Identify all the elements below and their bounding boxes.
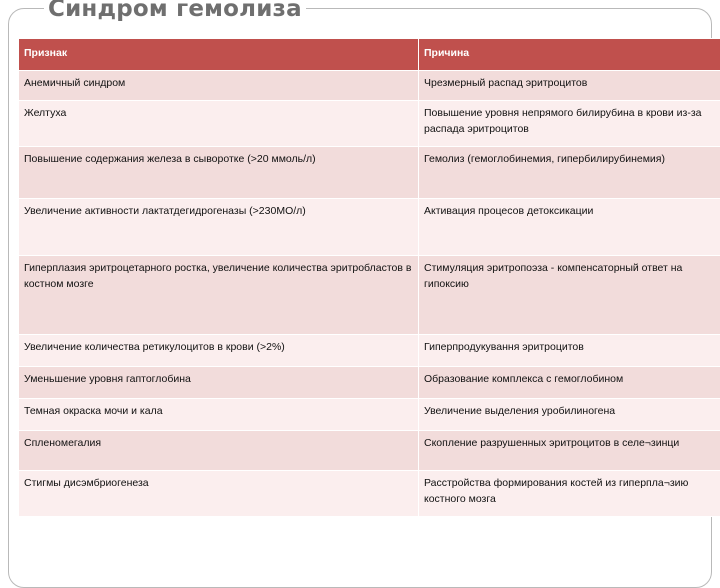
header-sign: Признак xyxy=(19,39,419,71)
table-header-row xyxy=(19,39,720,71)
cell-cause: Гиперпродукування эритроцитов xyxy=(419,335,720,367)
table-row xyxy=(19,335,720,367)
cell-cause: Повышение уровня непрямого билирубина в крови из-за распада эритроцитов xyxy=(419,101,720,147)
cell-cause: Расстройства формирования костей из гиперпла¬зию костного мозга xyxy=(419,471,720,517)
hemolysis-table xyxy=(18,38,720,517)
table-row xyxy=(19,101,720,147)
cell-cause: Образование комплекса с гемоглобином xyxy=(419,367,720,399)
cell-sign: Гиперплазия эритроцетарного ростка, увеличение количества эритробластов в костном мозге xyxy=(19,256,419,335)
table-row xyxy=(19,256,720,335)
cell-sign: Спленомегалия xyxy=(19,431,419,471)
cell-sign: Увеличение количества ретикулоцитов в крови (>2%) xyxy=(19,335,419,367)
cell-sign: Повышение содержания железа в сыворотке (>20 ммоль/л) xyxy=(19,147,419,199)
cell-sign: Темная окраска мочи и кала xyxy=(19,399,419,431)
cell-sign: Увеличение активности лактатдегидрогеназы (>230МО/л) xyxy=(19,199,419,256)
cell-cause: Увеличение выделения уробилиногена xyxy=(419,399,720,431)
table-row xyxy=(19,431,720,471)
page-title: Синдром гемолиза xyxy=(44,0,306,24)
cell-cause: Чрезмерный распад эритроцитов xyxy=(419,71,720,101)
cell-cause: Гемолиз (гемоглобинемия, гипербилирубинемия) xyxy=(419,147,720,199)
table-row xyxy=(19,471,720,517)
cell-cause: Активация процесов детоксикации xyxy=(419,199,720,256)
header-cause: Причина xyxy=(419,39,720,71)
cell-sign: Желтуха xyxy=(19,101,419,147)
table-row xyxy=(19,367,720,399)
cell-sign: Анемичный синдром xyxy=(19,71,419,101)
table-row xyxy=(19,71,720,101)
cell-cause: Стимуляция эритропоэза - компенсаторный ответ на гипоксию xyxy=(419,256,720,335)
cell-sign: Стигмы дисэмбриогенеза xyxy=(19,471,419,517)
cell-sign: Уменьшение уровня гаптоглобина xyxy=(19,367,419,399)
table-row xyxy=(19,199,720,256)
table-row xyxy=(19,147,720,199)
table-row xyxy=(19,399,720,431)
cell-cause: Скопление разрушенных эритроцитов в селе¬зинци xyxy=(419,431,720,471)
